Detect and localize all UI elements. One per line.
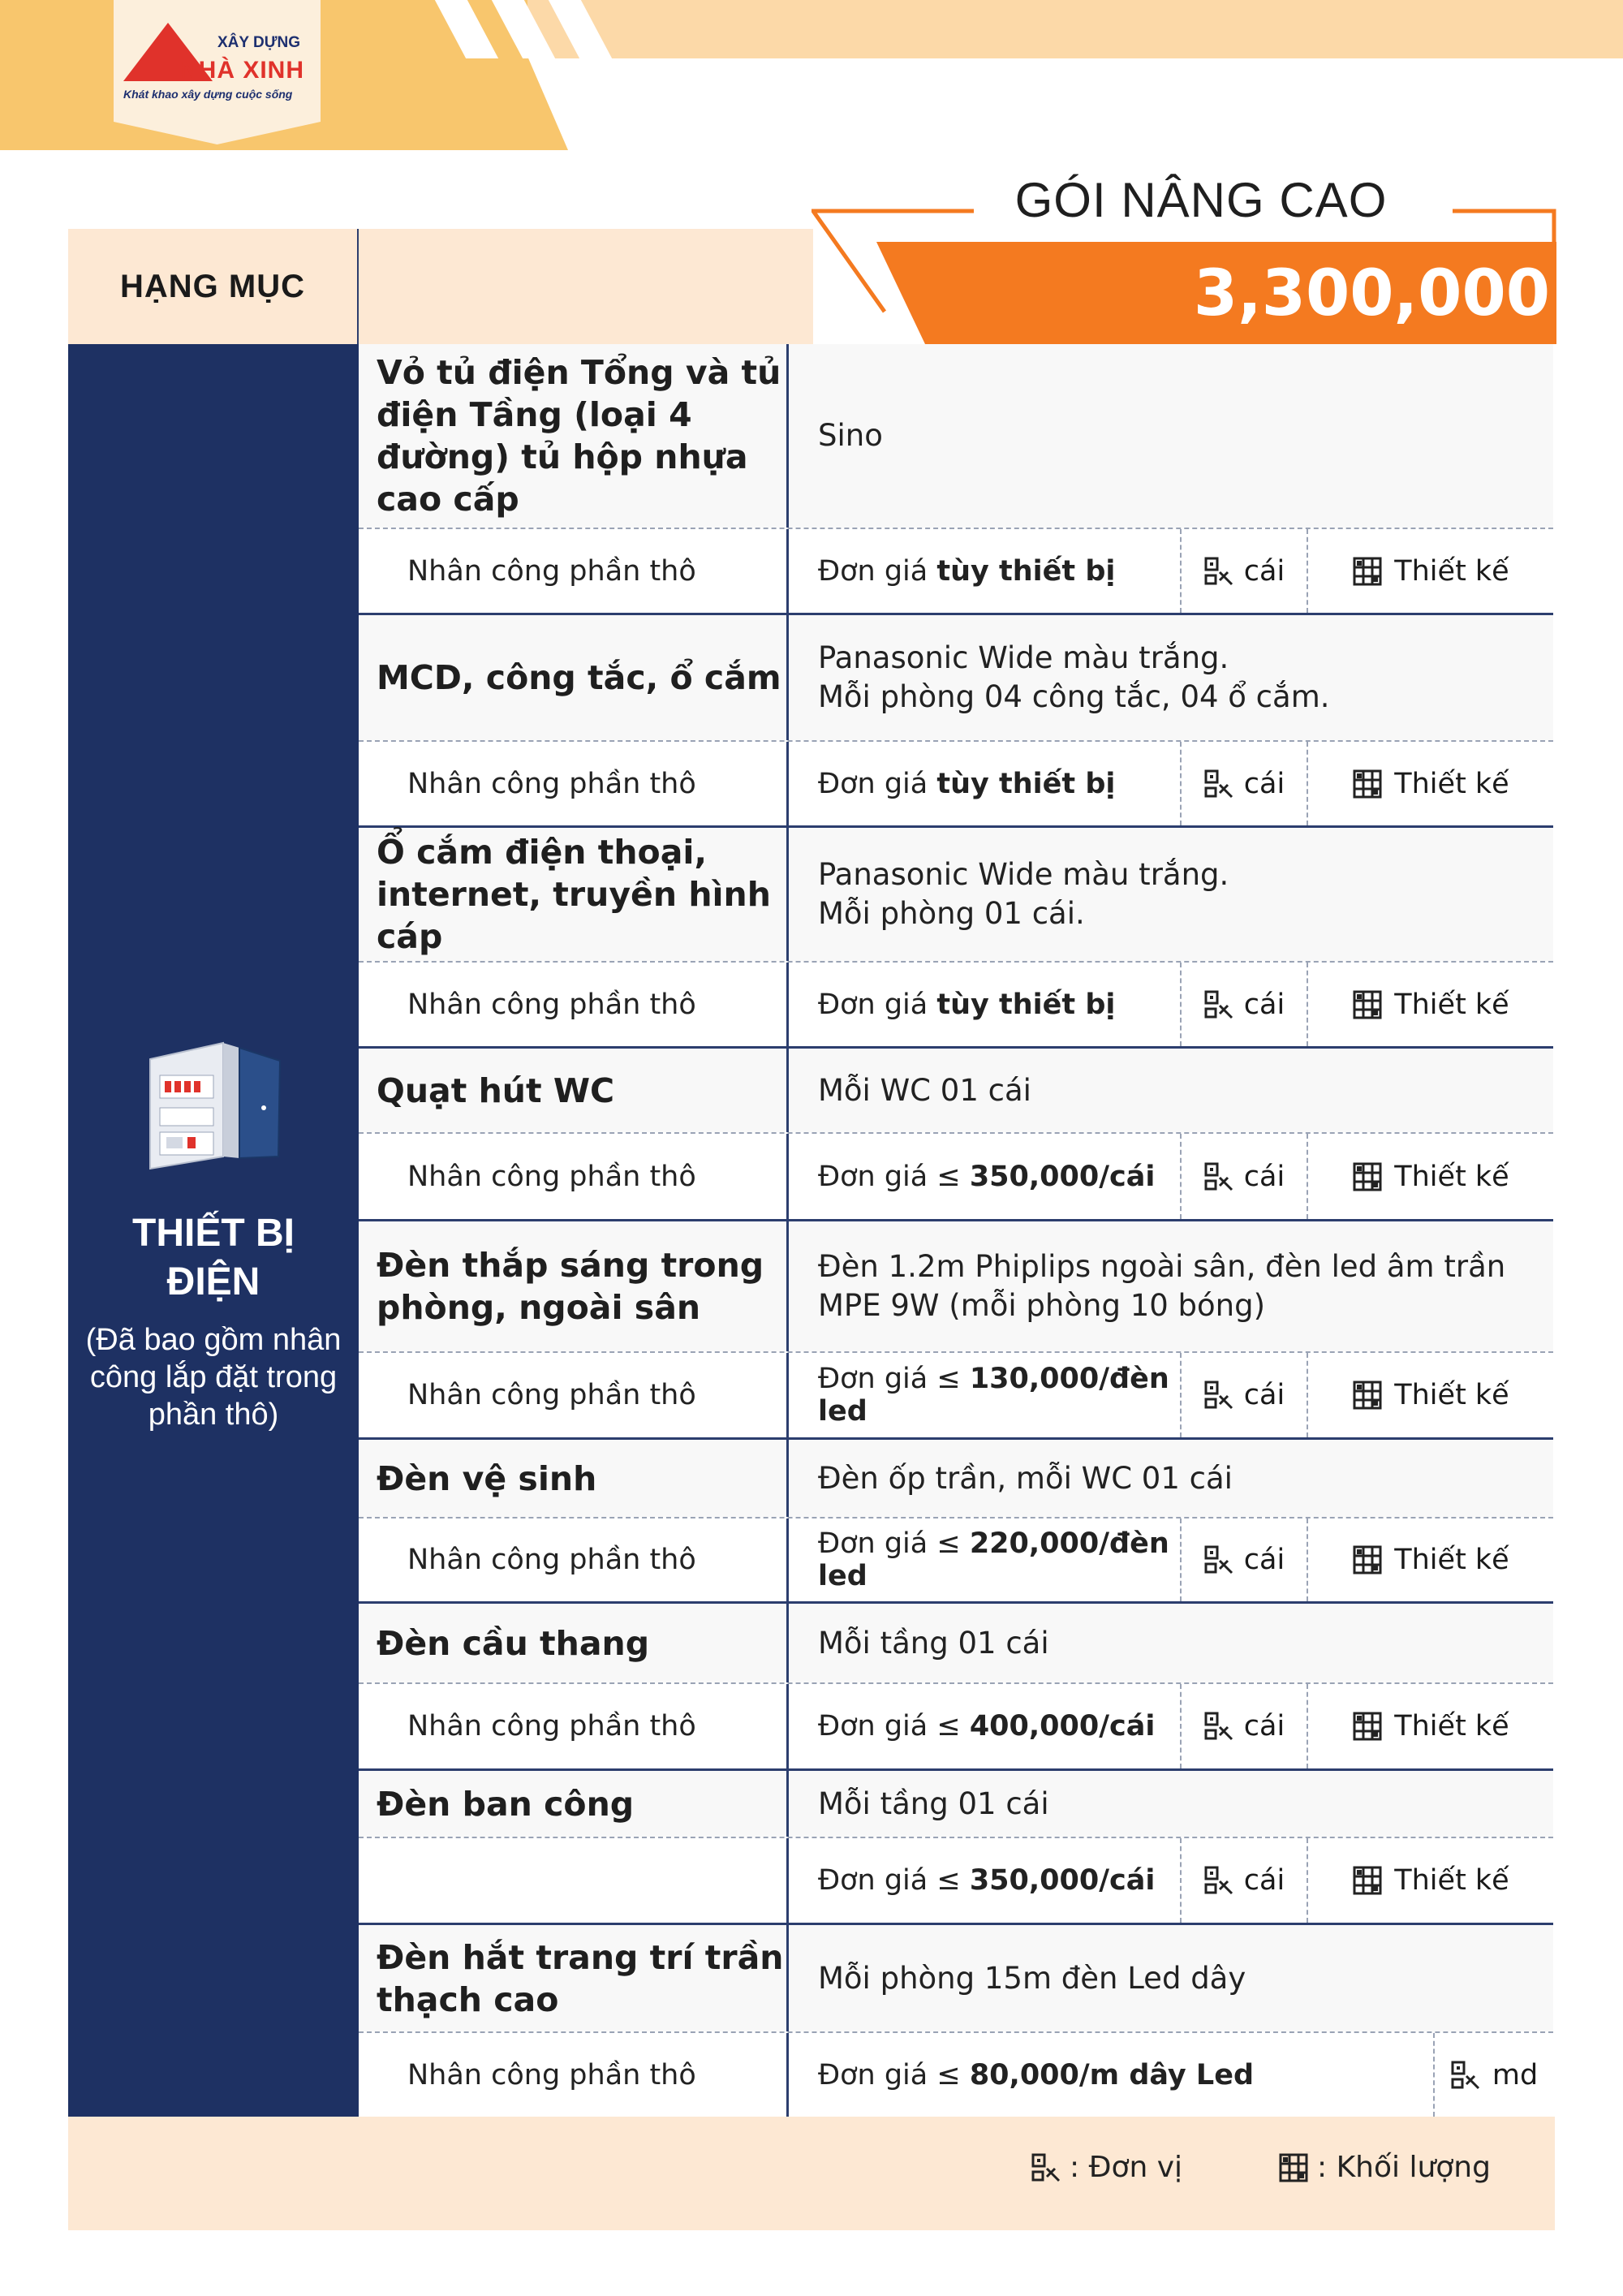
item-name: Đèn ban công bbox=[377, 1784, 635, 1824]
price-cell bbox=[789, 963, 1182, 1046]
unit-cell bbox=[1182, 963, 1308, 1046]
price-prefix: Đơn giá bbox=[818, 767, 928, 800]
price-cell bbox=[789, 2033, 1435, 2117]
item-cell bbox=[359, 1221, 789, 1351]
labor-cell bbox=[359, 1838, 789, 1923]
item-spec: Đèn 1.2m Phiplips ngoài sân, đèn led âm trần MPE 9W (mỗi phòng 10 bóng) bbox=[818, 1249, 1506, 1323]
price-value: 350,000/cái bbox=[969, 1864, 1156, 1897]
unit-value: cái bbox=[1243, 554, 1285, 588]
quantity-cell bbox=[1308, 1134, 1553, 1219]
item-name: Đèn hắt trang trí trần thạch cao bbox=[377, 1937, 784, 2019]
item-spec: Panasonic Wide màu trắng. Mỗi phòng 01 cái. bbox=[818, 857, 1229, 931]
table-row bbox=[359, 1923, 1553, 2031]
quantity-cell bbox=[1308, 742, 1553, 825]
logo-tagline: Khát khao xây dựng cuộc sống bbox=[123, 88, 293, 101]
price-group bbox=[789, 742, 1553, 825]
quantity-cell bbox=[1308, 1353, 1553, 1437]
grid-icon bbox=[1352, 1865, 1383, 1896]
measure-icon bbox=[1203, 556, 1234, 587]
table-row bbox=[359, 1437, 1553, 1517]
price-prefix: Đơn giá ≤ bbox=[818, 1710, 961, 1742]
labor-cell bbox=[359, 742, 789, 825]
grid-icon bbox=[1278, 2152, 1309, 2183]
item-cell bbox=[359, 1771, 789, 1837]
price-value: 80,000/m dây Led bbox=[969, 2058, 1255, 2091]
price-group bbox=[789, 963, 1553, 1046]
price-group bbox=[789, 1134, 1553, 1219]
price-prefix: Đơn giá ≤ bbox=[818, 1527, 961, 1560]
unit-cell bbox=[1182, 1684, 1308, 1768]
spec-cell bbox=[789, 1925, 1553, 2031]
grid-icon bbox=[1352, 1711, 1383, 1742]
item-spec: Đèn ốp trần, mỗi WC 01 cái bbox=[818, 1460, 1233, 1496]
logo-main-text: NHÀ XINH bbox=[180, 57, 305, 84]
labor-cell bbox=[359, 963, 789, 1046]
price-value: tùy thiết bị bbox=[936, 767, 1116, 800]
price-group bbox=[789, 2033, 1553, 2117]
item-spec: Mỗi phòng 15m đèn Led dây bbox=[818, 1960, 1246, 1996]
spec-cell bbox=[789, 1221, 1553, 1351]
grid-icon bbox=[1352, 556, 1383, 587]
price-cell bbox=[789, 1134, 1182, 1219]
header-separator bbox=[357, 229, 359, 344]
quantity-cell bbox=[1308, 529, 1553, 613]
item-name: Quạt hút WC bbox=[377, 1070, 615, 1110]
labor-label: Nhân công phần thô bbox=[407, 1710, 696, 1742]
labor-label: Nhân công phần thô bbox=[407, 2058, 696, 2091]
price-prefix: Đơn giá ≤ bbox=[818, 1160, 961, 1193]
item-spec: Mỗi tầng 01 cái bbox=[818, 1625, 1049, 1661]
unit-cell bbox=[1435, 2033, 1553, 2117]
quantity-value: Thiết kế bbox=[1394, 554, 1509, 588]
grid-icon bbox=[1352, 1544, 1383, 1575]
labor-label: Nhân công phần thô bbox=[407, 1160, 696, 1193]
table-subrow bbox=[359, 961, 1553, 1046]
item-name: Đèn thắp sáng trong phòng, ngoài sân bbox=[377, 1246, 764, 1327]
item-name: Ổ cắm điện thoại, internet, truyền hình cáp bbox=[377, 833, 771, 956]
item-spec: Mỗi tầng 01 cái bbox=[818, 1786, 1049, 1821]
spec-cell bbox=[789, 1440, 1553, 1517]
legend-unit bbox=[1031, 2151, 1182, 2184]
spec-cell bbox=[789, 1771, 1553, 1837]
table-subrow bbox=[359, 1837, 1553, 1923]
item-cell bbox=[359, 1440, 789, 1517]
labor-cell bbox=[359, 1353, 789, 1437]
quantity-value: Thiết kế bbox=[1394, 767, 1509, 800]
item-name: Đèn cầu thang bbox=[377, 1623, 650, 1663]
sidebar-title-line1: THIẾT BỊ bbox=[132, 1212, 295, 1255]
measure-icon bbox=[1203, 1711, 1234, 1742]
table-row bbox=[359, 825, 1553, 961]
labor-cell bbox=[359, 529, 789, 613]
quantity-value: Thiết kế bbox=[1394, 1160, 1509, 1193]
package-name: GÓI NÂNG CAO bbox=[974, 172, 1428, 228]
labor-label: Nhân công phần thô bbox=[407, 767, 696, 800]
price-value: tùy thiết bị bbox=[936, 554, 1116, 588]
table-subrow bbox=[359, 1132, 1553, 1219]
quantity-cell bbox=[1308, 963, 1553, 1046]
price-prefix: Đơn giá bbox=[818, 554, 928, 588]
item-cell bbox=[359, 1925, 789, 2031]
labor-cell bbox=[359, 2033, 789, 2117]
unit-cell bbox=[1182, 529, 1308, 613]
item-spec: Mỗi WC 01 cái bbox=[818, 1072, 1031, 1108]
spec-cell bbox=[789, 1049, 1553, 1132]
table-row bbox=[359, 613, 1553, 740]
price-cell bbox=[789, 1684, 1182, 1768]
header-middle-cell bbox=[359, 229, 813, 344]
unit-value: cái bbox=[1243, 1710, 1285, 1742]
measure-icon bbox=[1031, 2152, 1061, 2183]
price-prefix: Đơn giá ≤ bbox=[818, 1363, 961, 1395]
measure-icon bbox=[1203, 1161, 1234, 1192]
unit-value: cái bbox=[1243, 1864, 1285, 1897]
table-row bbox=[359, 1601, 1553, 1682]
table-subrow bbox=[359, 2031, 1553, 2117]
item-name: Đèn vệ sinh bbox=[377, 1458, 597, 1498]
measure-icon bbox=[1203, 989, 1234, 1020]
grid-icon bbox=[1352, 1380, 1383, 1411]
unit-value: cái bbox=[1243, 767, 1285, 800]
price-value: 400,000/cái bbox=[969, 1710, 1156, 1742]
item-cell bbox=[359, 1049, 789, 1132]
price-value: 220,000/đèn led bbox=[818, 1527, 1169, 1592]
grid-icon bbox=[1352, 1161, 1383, 1192]
item-name: MCD, công tắc, ổ cắm bbox=[377, 658, 781, 697]
spec-cell bbox=[789, 615, 1553, 740]
item-cell bbox=[359, 344, 789, 528]
price-cell bbox=[789, 742, 1182, 825]
price-cell bbox=[789, 1353, 1182, 1437]
table-row bbox=[359, 1046, 1553, 1132]
price-group bbox=[789, 1518, 1553, 1601]
price-cell bbox=[789, 1518, 1182, 1601]
unit-value: cái bbox=[1243, 1544, 1285, 1576]
unit-value: cái bbox=[1243, 1379, 1285, 1411]
unit-cell bbox=[1182, 1838, 1308, 1923]
table-subrow bbox=[359, 740, 1553, 825]
table-subrow bbox=[359, 1351, 1553, 1437]
item-cell bbox=[359, 615, 789, 740]
spec-cell bbox=[789, 828, 1553, 961]
labor-label: Nhân công phần thô bbox=[407, 1379, 696, 1411]
measure-icon bbox=[1203, 1865, 1234, 1896]
item-spec: Sino bbox=[818, 418, 883, 453]
table-subrow bbox=[359, 1517, 1553, 1601]
labor-label: Nhân công phần thô bbox=[407, 988, 696, 1021]
item-cell bbox=[359, 828, 789, 961]
legend-unit-label: : Đơn vị bbox=[1070, 2151, 1183, 2184]
quantity-cell bbox=[1308, 1684, 1553, 1768]
price-group bbox=[789, 1684, 1553, 1768]
table-row bbox=[359, 344, 1553, 528]
price-cell bbox=[789, 529, 1182, 613]
labor-cell bbox=[359, 1684, 789, 1768]
table-subrow bbox=[359, 528, 1553, 613]
grid-icon bbox=[1352, 769, 1383, 799]
price-value: tùy thiết bị bbox=[936, 988, 1116, 1021]
measure-icon bbox=[1450, 2060, 1481, 2091]
price-group bbox=[789, 1838, 1553, 1923]
quantity-value: Thiết kế bbox=[1394, 1544, 1509, 1576]
unit-value: cái bbox=[1243, 988, 1285, 1021]
price-prefix: Đơn giá bbox=[818, 988, 928, 1021]
quantity-value: Thiết kế bbox=[1394, 1379, 1509, 1411]
quantity-value: Thiết kế bbox=[1394, 1710, 1509, 1742]
table-row bbox=[359, 1768, 1553, 1837]
price-prefix: Đơn giá ≤ bbox=[818, 1864, 961, 1897]
quantity-value: Thiết kế bbox=[1394, 1864, 1509, 1897]
electrical-cabinet-icon bbox=[142, 1035, 284, 1173]
legend-quantity bbox=[1278, 2151, 1491, 2184]
price-prefix: Đơn giá ≤ bbox=[818, 2058, 961, 2091]
measure-icon bbox=[1203, 1380, 1234, 1411]
package-price: 3,300,000 bbox=[1193, 257, 1550, 330]
item-spec: Panasonic Wide màu trắng. Mỗi phòng 04 công tắc, 04 ổ cắm. bbox=[818, 640, 1330, 714]
unit-cell bbox=[1182, 1134, 1308, 1219]
unit-cell bbox=[1182, 742, 1308, 825]
sidebar-subtitle: (Đã bao gồm nhân công lắp đặt trong phần thô) bbox=[85, 1323, 342, 1432]
table-subrow bbox=[359, 1682, 1553, 1768]
item-name: Vỏ tủ điện Tổng và tủ điện Tầng (loại 4 đường) tủ hộp nhựa cao cấp bbox=[377, 353, 781, 519]
spec-cell bbox=[789, 344, 1553, 528]
spec-cell bbox=[789, 1604, 1553, 1682]
price-value: 130,000/đèn led bbox=[818, 1363, 1169, 1428]
labor-cell bbox=[359, 1518, 789, 1601]
measure-icon bbox=[1203, 1544, 1234, 1575]
logo-top-text: XÂY DỰNG bbox=[217, 34, 300, 51]
unit-value: md bbox=[1492, 2058, 1539, 2091]
legend-quantity-label: : Khối lượng bbox=[1317, 2151, 1491, 2184]
labor-label: Nhân công phần thô bbox=[407, 554, 696, 588]
price-group bbox=[789, 1353, 1553, 1437]
price-cell bbox=[789, 1838, 1182, 1923]
sidebar-title bbox=[68, 1209, 359, 1307]
labor-label: Nhân công phần thô bbox=[407, 1544, 696, 1576]
quantity-value: Thiết kế bbox=[1394, 988, 1509, 1021]
item-cell bbox=[359, 1604, 789, 1682]
header-category-label: HẠNG MỤC bbox=[120, 268, 305, 304]
table-row bbox=[359, 1219, 1553, 1351]
grid-icon bbox=[1352, 989, 1383, 1020]
measure-icon bbox=[1203, 769, 1234, 799]
price-group bbox=[789, 529, 1553, 613]
unit-value: cái bbox=[1243, 1160, 1285, 1193]
unit-cell bbox=[1182, 1353, 1308, 1437]
sidebar-title-line2: ĐIỆN bbox=[166, 1260, 260, 1303]
quantity-cell bbox=[1308, 1838, 1553, 1923]
unit-cell bbox=[1182, 1518, 1308, 1601]
labor-cell bbox=[359, 1134, 789, 1219]
quantity-cell bbox=[1308, 1518, 1553, 1601]
price-value: 350,000/cái bbox=[969, 1160, 1156, 1193]
